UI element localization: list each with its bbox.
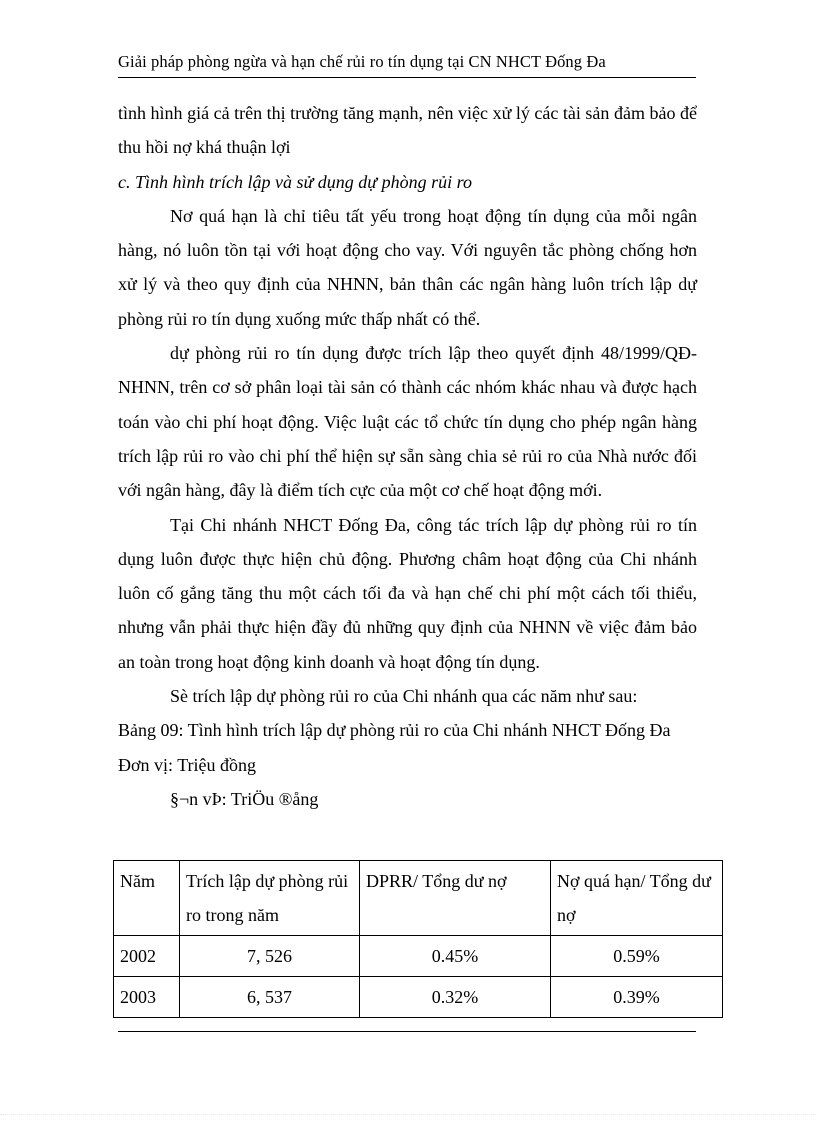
cell-overdue-ratio: 0.39% bbox=[551, 977, 723, 1018]
header-year: Năm bbox=[114, 861, 180, 936]
cell-dprr-ratio: 0.32% bbox=[360, 977, 551, 1018]
table-caption: Bảng 09: Tình hình trích lập dự phòng rủi ro của Chi nhánh NHCT Đống Đa bbox=[118, 720, 671, 741]
header-divider bbox=[118, 77, 696, 78]
table-header-row bbox=[114, 861, 723, 936]
paragraph-3: dự phòng rủi ro tín dụng được trích lập theo quyết định 48/1999/QĐ-NHNN, trên cơ sở phân loại tài sản có thành các nhóm khác nhau và được hạch toán vào chi phí hoạt động. Việc luật các tổ chức tín dụng cho phép ngân hàng trích lập rủi ro vào chi phí thể hiện sự sẵn sàng chia sẻ rủi ro của Nhà nước đối với ngân hàng, đây là điểm tích cực của một cơ chế hoạt động mới. bbox=[118, 343, 697, 501]
page-header-title: Giải pháp phòng ngừa và hạn chế rủi ro tín dụng tại CN NHCT Đống Đa bbox=[118, 52, 606, 71]
header-dprr-ratio: DPRR/ Tổng dư nợ bbox=[360, 861, 551, 936]
cell-overdue-ratio: 0.59% bbox=[551, 936, 723, 977]
provision-table bbox=[113, 860, 723, 1018]
paragraph-4: Tại Chi nhánh NHCT Đống Đa, công tác trích lập dự phòng rủi ro tín dụng luôn được thực hiện chủ động. Phương châm hoạt động của Chi nhánh luôn cố gắng tăng thu một cách tối đa và hạn chế chi phí một cách tối thiểu, nhưng vẫn phải thực hiện đầy đủ những quy định của NHNN về việc đảm bảo an toàn trong hoạt động kinh doanh và hoạt động tín dụng. bbox=[118, 514, 697, 672]
cell-provision: 6, 537 bbox=[180, 977, 360, 1018]
cell-dprr-ratio: 0.45% bbox=[360, 936, 551, 977]
unit-label: Đơn vị: Triệu đồng bbox=[118, 754, 257, 775]
section-heading-c: c. Tình hình trích lập và sử dụng dự phòng rủi ro bbox=[118, 171, 472, 192]
paragraph-1: tình hình giá cả trên thị trường tăng mạnh, nên việc xử lý các tài sản đảm bảo để thu hồi nợ khá thuận lợi bbox=[118, 103, 697, 158]
table-row bbox=[114, 977, 723, 1018]
document-body bbox=[118, 96, 697, 816]
footer-divider bbox=[118, 1031, 696, 1032]
header-provision: Trích lập dự phòng rủi ro trong năm bbox=[180, 861, 360, 936]
cell-year: 2003 bbox=[114, 977, 180, 1018]
page-bottom-border bbox=[0, 1114, 816, 1115]
paragraph-5: Sè trích lập dự phòng rủi ro của Chi nhánh qua các năm như sau: bbox=[170, 686, 638, 707]
unit-label-garbled: §¬n vÞ: TriÖu ®ång bbox=[170, 788, 319, 809]
header-overdue-ratio: Nợ quá hạn/ Tổng dư nợ bbox=[551, 861, 723, 936]
cell-year: 2002 bbox=[114, 936, 180, 977]
table-row bbox=[114, 936, 723, 977]
paragraph-2: Nơ quá hạn là chỉ tiêu tất yếu trong hoạt động tín dụng của mỗi ngân hàng, nó luôn tồn tại với hoạt động cho vay. Với nguyên tắc phòng chống hơn xử lý và theo quy định của NHNN, bản thân các ngân hàng luôn trích lập dự phòng rủi ro tín dụng xuống mức thấp nhất có thể. bbox=[118, 205, 697, 329]
cell-provision: 7, 526 bbox=[180, 936, 360, 977]
